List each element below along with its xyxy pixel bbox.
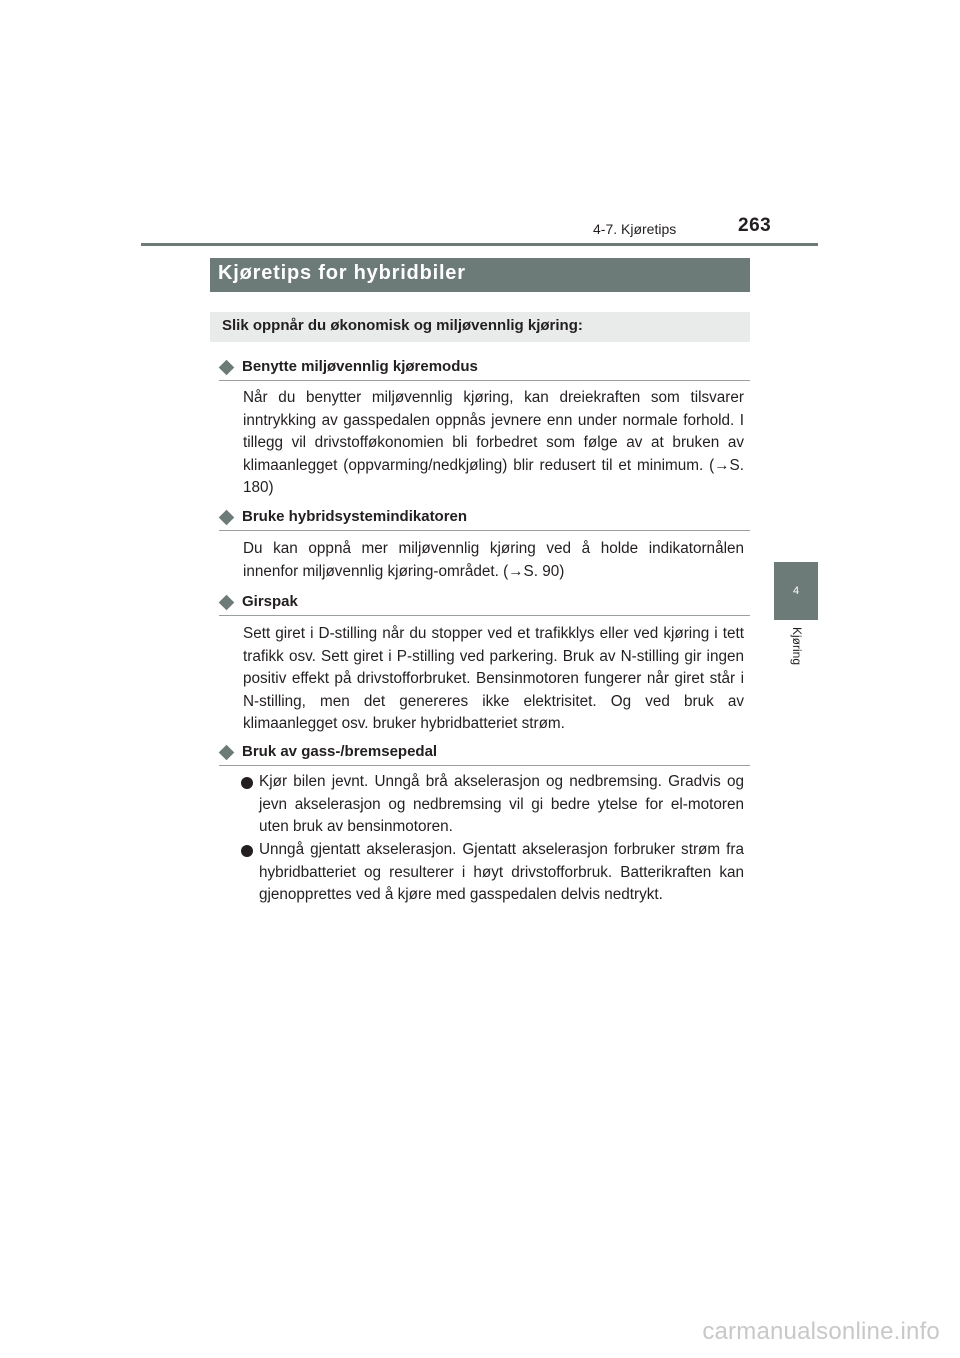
section-heading-label: Benytte miljøvennlig kjøremodus: [242, 358, 478, 375]
section-heading: [219, 508, 750, 531]
diamond-icon: [219, 745, 235, 761]
chapter-label: Kjøring: [790, 627, 804, 666]
section-body: Når du benytter miljøvennlig kjøring, kan dreiekraften som tilsvarer inntrykking av gasspedalen oppnås jevnere enn under normale forhold. I tillegg vil drivstofføkonomien bli forbedret som følge av at bruken av klimaanlegget (oppvarming/nedkjøling) blir redusert til et minimum. (→S. 180): [243, 389, 744, 496]
header-rule: [141, 243, 818, 246]
section-heading-label: Girspak: [242, 593, 298, 610]
list-item: Unngå gjentatt akselerasjon. Gjentatt akselerasjon forbruker strøm fra hybridbatteriet og resulterer i høyt drivstofforbruk. Batterikraften kan gjenopprettes ved å kjøre med gasspedalen delvis nedtrykt.: [259, 841, 744, 903]
title-bar: [210, 258, 750, 292]
chapter-tab: [774, 562, 818, 620]
diamond-icon: [219, 360, 235, 376]
intro-text: Slik oppnår du økonomisk og miljøvennlig kjøring:: [222, 317, 583, 334]
bullet-icon: [241, 777, 253, 789]
diamond-icon: [219, 510, 235, 526]
section-body: Sett giret i D-stilling når du stopper ved et trafikklys eller ved kjøring i tett trafikk osv. Sett giret i P-stilling ved parkering. Bruk av N-stilling gir ingen positiv effekt på drivstofforbruket. Bensinmotoren fungerer når giret står i N-stilling, men det genereres ikke elektrisitet. Og ved bruk av klimaanlegget osv. bruker hybridbatteriet strøm.: [243, 625, 744, 732]
page-title: Kjøretips for hybridbiler: [218, 262, 466, 284]
section-heading: [219, 743, 750, 766]
page-number: 263: [738, 215, 772, 236]
diamond-icon: [219, 595, 235, 611]
section-body: Du kan oppnå mer miljøvennlig kjøring ved å holde indikatornålen innenfor miljøvennlig kjøring-området. (→S. 90): [243, 540, 744, 580]
section-reference: 4-7. Kjøretips: [593, 221, 677, 237]
section-heading-label: Bruke hybridsystemindikatoren: [242, 508, 468, 525]
watermark-text: carmanualsonline.info: [702, 1318, 940, 1345]
section-heading: [219, 358, 750, 381]
intro-box: [210, 312, 750, 342]
bullet-icon: [241, 845, 253, 857]
chapter-number: 4: [792, 585, 800, 597]
section-heading: [219, 593, 750, 616]
section-heading-label: Bruk av gass-/bremsepedal: [242, 743, 438, 760]
list-item: Kjør bilen jevnt. Unngå brå akselerasjon og nedbremsing. Gradvis og jevn akselerasjon og nedbremsing vil gi bedre ytelse for el-motoren uten bruk av bensinmotoren.: [259, 773, 744, 835]
